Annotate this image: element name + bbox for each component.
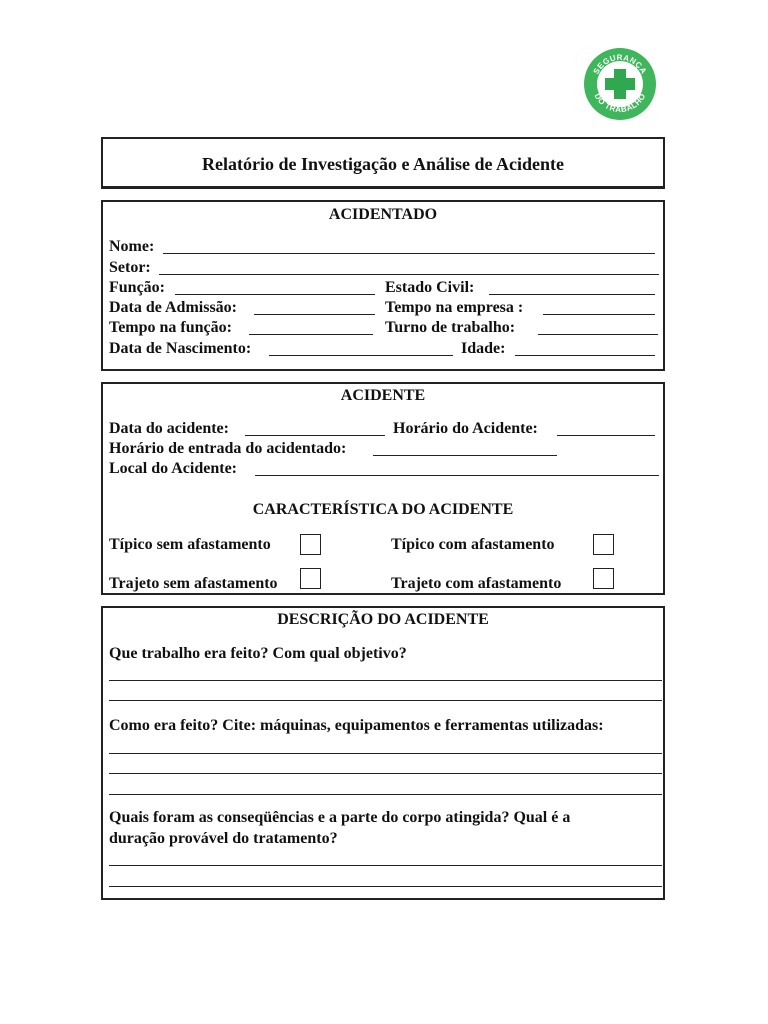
setor-row bbox=[109, 258, 657, 278]
trajeto-com-checkbox[interactable] bbox=[593, 568, 614, 589]
answer-1-line-2[interactable] bbox=[109, 700, 662, 701]
tempo-funcao-label: Tempo na função: bbox=[109, 319, 232, 336]
question-2: Como era feito? Cite: máquinas, equipamentos e ferramentas utilizadas: bbox=[109, 717, 604, 734]
nome-field[interactable] bbox=[163, 237, 655, 254]
local-row bbox=[109, 459, 657, 479]
answer-2-line-1[interactable] bbox=[109, 753, 662, 754]
answer-3-line-1[interactable] bbox=[109, 865, 662, 866]
question-3-line-2: duração provável do tratamento? bbox=[109, 830, 338, 847]
data-nascimento-label: Data de Nascimento: bbox=[109, 340, 252, 357]
setor-label: Setor: bbox=[109, 259, 151, 276]
funcao-field[interactable] bbox=[175, 278, 375, 295]
data-nascimento-field[interactable] bbox=[269, 339, 453, 356]
descricao-section bbox=[101, 606, 665, 900]
horario-entrada-row bbox=[109, 439, 657, 459]
tempo-empresa-label: Tempo na empresa : bbox=[385, 299, 524, 316]
nome-row bbox=[109, 237, 657, 257]
trajeto-sem-checkbox[interactable] bbox=[300, 568, 321, 589]
answer-2-line-3[interactable] bbox=[109, 794, 662, 795]
answer-1-line-1[interactable] bbox=[109, 680, 662, 681]
acidente-heading: ACIDENTE bbox=[340, 387, 426, 404]
turno-label: Turno de trabalho: bbox=[385, 319, 516, 336]
question-1: Que trabalho era feito? Com qual objetivo? bbox=[109, 645, 407, 662]
funcao-label: Função: bbox=[109, 279, 165, 296]
horario-acidente-field[interactable] bbox=[557, 419, 655, 436]
local-acidente-field[interactable] bbox=[255, 459, 659, 476]
tipico-sem-checkbox[interactable] bbox=[300, 534, 321, 555]
title-box bbox=[101, 137, 665, 189]
caracteristica-heading: CARACTERÍSTICA DO ACIDENTE bbox=[252, 501, 514, 518]
question-3-line-1: Quais foram as conseqüências e a parte do corpo atingida? Qual é a bbox=[109, 809, 571, 826]
data-admissao-label: Data de Admissão: bbox=[109, 299, 238, 316]
logo-bottom-text: DO TRABALHO bbox=[592, 91, 648, 115]
page-title: Relatório de Investigação e Análise de Acidente bbox=[202, 154, 564, 174]
idade-label: Idade: bbox=[461, 340, 506, 357]
trajeto-row bbox=[109, 574, 657, 594]
acidente-section bbox=[101, 382, 665, 595]
data-acidente-field[interactable] bbox=[245, 419, 385, 436]
tipico-row bbox=[109, 535, 657, 555]
answer-2-line-2[interactable] bbox=[109, 773, 662, 774]
horario-acidente-label: Horário do Acidente: bbox=[393, 420, 538, 437]
trajeto-sem-label: Trajeto sem afastamento bbox=[109, 575, 278, 592]
tempo-empresa-field[interactable] bbox=[543, 298, 655, 315]
estado-civil-label: Estado Civil: bbox=[385, 279, 475, 296]
logo-top-text: SEGURANÇA bbox=[591, 52, 649, 76]
trajeto-com-label: Trajeto com afastamento bbox=[391, 575, 562, 592]
local-acidente-label: Local do Acidente: bbox=[109, 460, 237, 477]
tipico-com-label: Típico com afastamento bbox=[391, 536, 555, 553]
admissao-row bbox=[109, 298, 657, 318]
funcao-row bbox=[109, 278, 657, 298]
acidentado-section bbox=[101, 200, 665, 371]
descricao-heading: DESCRIÇÃO DO ACIDENTE bbox=[277, 611, 489, 628]
acidentado-heading: ACIDENTADO bbox=[328, 206, 438, 223]
tipico-sem-label: Típico sem afastamento bbox=[109, 536, 271, 553]
data-acidente-row bbox=[109, 419, 657, 439]
estado-civil-field[interactable] bbox=[489, 278, 655, 295]
answer-3-line-2[interactable] bbox=[109, 886, 662, 887]
tempo-funcao-field[interactable] bbox=[249, 318, 373, 335]
setor-field[interactable] bbox=[159, 258, 659, 275]
seguranca-do-trabalho-logo bbox=[583, 47, 657, 121]
nome-label: Nome: bbox=[109, 238, 155, 255]
data-admissao-field[interactable] bbox=[254, 298, 375, 315]
idade-field[interactable] bbox=[515, 339, 655, 356]
nascimento-row bbox=[109, 339, 657, 359]
horario-entrada-label: Horário de entrada do acidentado: bbox=[109, 440, 347, 457]
data-acidente-label: Data do acidente: bbox=[109, 420, 229, 437]
horario-entrada-field[interactable] bbox=[373, 439, 557, 456]
tipico-com-checkbox[interactable] bbox=[593, 534, 614, 555]
tempo-funcao-row bbox=[109, 318, 657, 338]
turno-field[interactable] bbox=[538, 318, 658, 335]
